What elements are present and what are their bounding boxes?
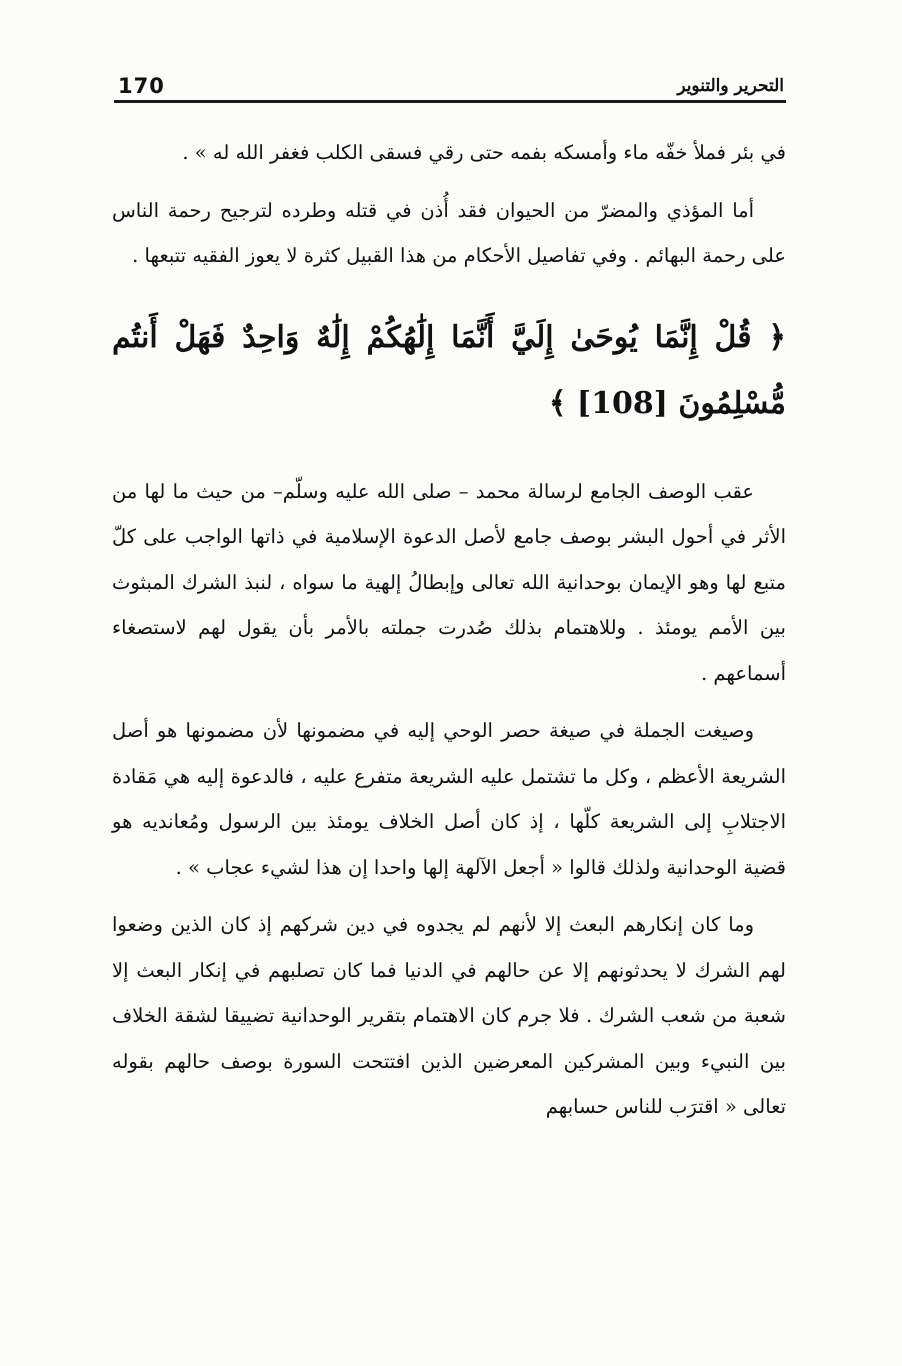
paragraph-continuation: في بئر فملأ خفّه ماء وأمسكه بفمه حتى رقي فسقى الكلب فغفر الله له » . [182,141,786,164]
paragraph-commentary-1: عقب الوصف الجامع لرسالة محمد – صلى الله عليه وسلّم– من حيث ما لها من الأثر في أحول البشر بوصف جامع لأصل الدعوة الإسلامية في ذاتها الواجب على كلّ متبع لها وهو الإيمان بوحدانية الله تعالى وإبطالُ إلهية ما سواه ، لنبذ الشرك المبثوث بين الأمم يومئذ . وللاهتمام بذلك صُدرت جملته بالأمر بأن يقول لهم لاستصغاء أسماعهم . [112,479,786,685]
page-number: 170 [118,74,165,98]
page-header [118,74,784,100]
paragraph-harmful-animals: أما المؤذي والمضرّ من الحيوان فقد أُذن في قتله وطرده لترجيح رحمة الناس على رحمة البهائم . وفي تفاصيل الأحكام من هذا القبيل كثرة لا يعوز الفقيه تتبعها . [112,198,786,267]
page-body [112,130,786,1130]
paragraph-commentary-3: وما كان إنكارهم البعث إلا لأنهم لم يجدوه في دين شركهم إذ كان الذين وضعوا لهم الشرك لا يحدثونهم إلا عن حالهم في الدنيا فما كان تصلبهم في إنكار البعث إلا شعبة من شعب الشرك . فلا جرم كان الاهتمام بتقرير الوحدانية تضييقا لشقة الخلاف بين النبيء وبين المشركين المعرضين الذين افتتحت السورة بوصف حالهم بقوله تعالى « اقترَب للناس حسابهم [112,913,786,1118]
quran-verse-108: ﴿ قُلْ إِنَّمَا يُوحَىٰ إِلَيَّ أَنَّمَا إِلَٰهُكُمْ إِلَٰهٌ وَاحِدٌ فَهَلْ أَنتُم مُّسْلِمُونَ [108] ﴾ [112,319,786,421]
paragraph-commentary-2: وصيغت الجملة في صيغة حصر الوحي إليه في مضمونها لأن مضمونها هو أصل الشريعة الأعظم ، وكل ما تشتمل عليه الشريعة متفرع عليه ، فالدعوة إليه هي مَقادة الاجتلابِ إلى الشريعة كلّها ، إذ كان أصل الخلاف يومئذ بين الرسول ومُعانديه هو قضية الوحدانية ولذلك قالوا « أجعل الآلهة إلها واحدا إن هذا لشيء عجاب » . [112,719,786,879]
book-title: التحرير والتنوير [677,76,784,96]
header-divider [114,100,786,103]
